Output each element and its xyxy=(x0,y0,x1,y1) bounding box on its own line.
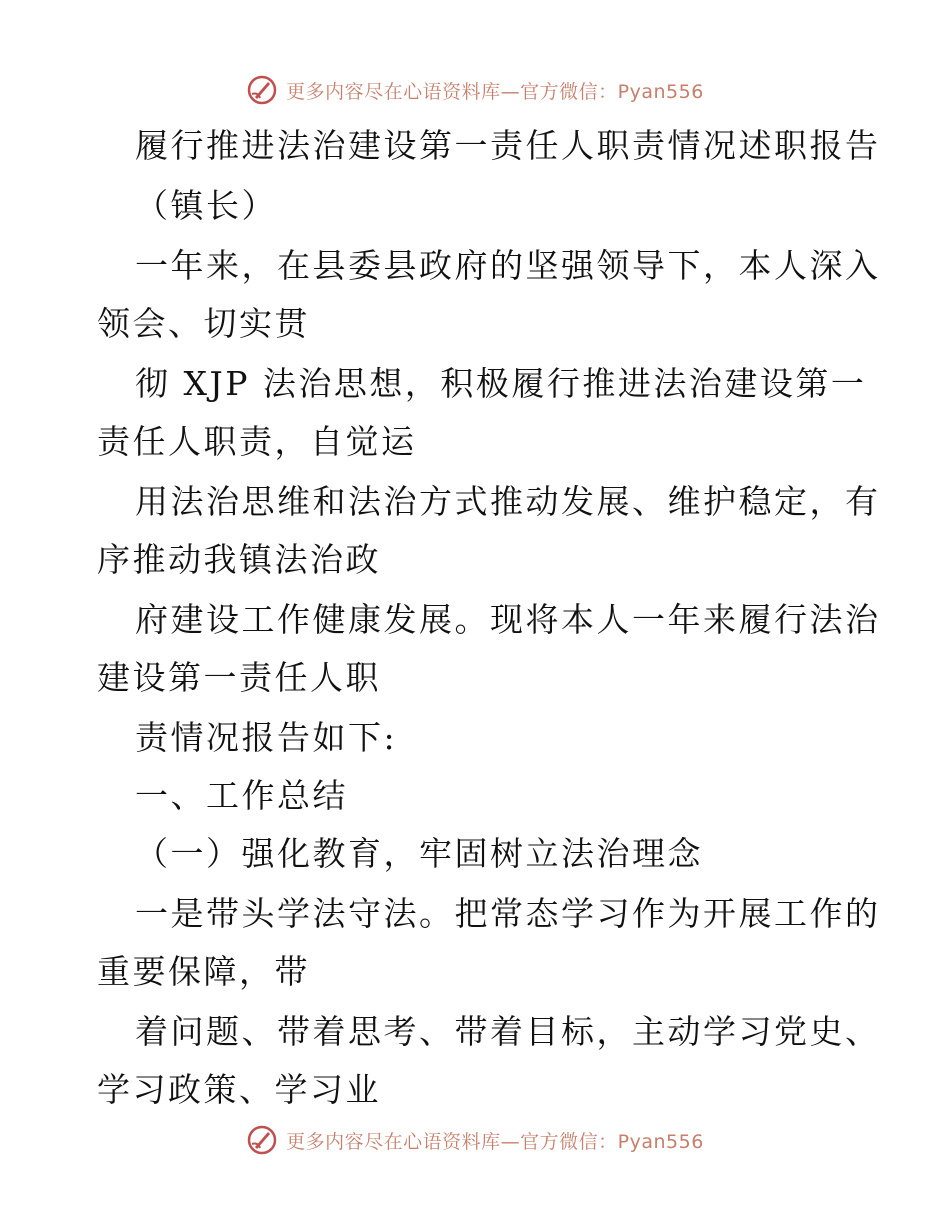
text-line: 彻 XJP 法治思想，积极履行推进法治建设第一 xyxy=(135,364,867,403)
quill-logo-icon xyxy=(246,1124,278,1156)
document-title: 履行推进法治建设第一责任人职责情况述职报告 xyxy=(135,126,881,165)
text-line: 重要保障，带 xyxy=(97,952,310,991)
text-line: 府建设工作健康发展。现将本人一年来履行法治 xyxy=(135,600,881,639)
header-watermark xyxy=(0,70,950,110)
document-subtitle: （镇长） xyxy=(135,186,277,225)
footer-watermark xyxy=(0,1120,950,1160)
watermark-text: 更多内容尽在心语资料库—官方微信：Pyan556 xyxy=(286,1130,704,1153)
quill-logo-icon xyxy=(246,74,278,106)
text-line: 学习政策、学习业 xyxy=(97,1070,381,1109)
text-line: 着问题、带着思考、带着目标，主动学习党史、 xyxy=(135,1012,881,1051)
text-line: 领会、切实贯 xyxy=(97,304,310,343)
text-line: 一年来，在县委县政府的坚强领导下，本人深入 xyxy=(135,246,881,285)
section-heading: 一、工作总结 xyxy=(135,776,348,815)
text-line: 责任人职责，自觉运 xyxy=(97,422,417,461)
text-line: 一是带头学法守法。把常态学习作为开展工作的 xyxy=(135,894,881,933)
text-line: 责情况报告如下: xyxy=(135,718,398,757)
subsection-heading: （一）强化教育，牢固树立法治理念 xyxy=(135,834,703,873)
text-line: 建设第一责任人职 xyxy=(97,658,381,697)
text-line: 用法治思维和法治方式推动发展、维护稳定，有 xyxy=(135,482,881,521)
text-line: 序推动我镇法治政 xyxy=(97,540,381,579)
watermark-text: 更多内容尽在心语资料库—官方微信：Pyan556 xyxy=(286,80,704,103)
